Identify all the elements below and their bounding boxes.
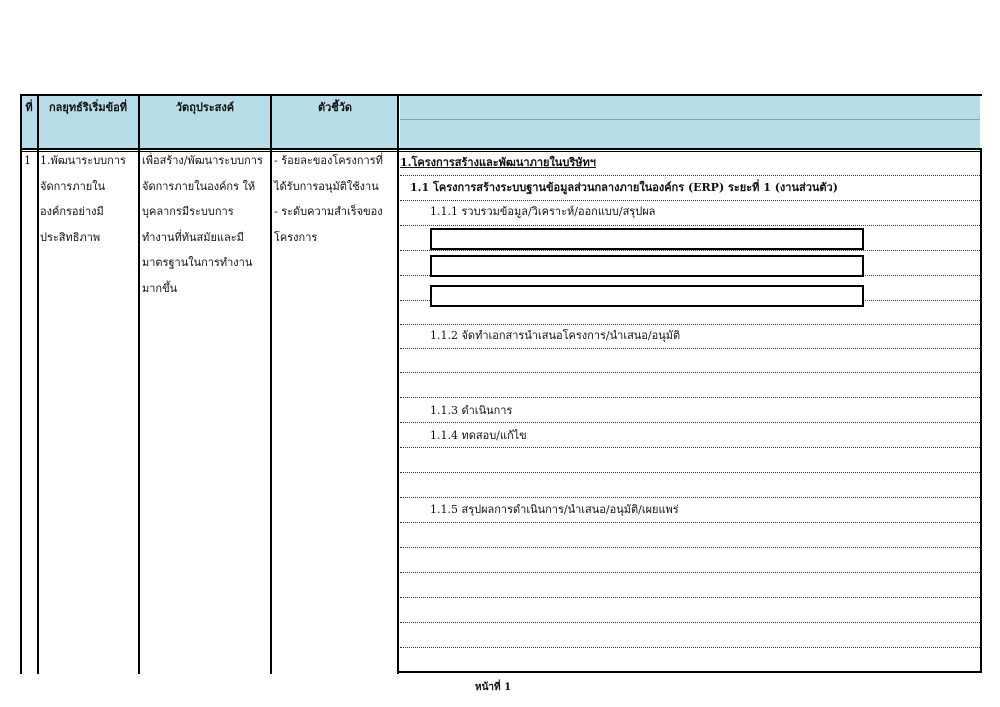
header-indicator: ตัวชี้วัด [317,101,353,114]
row-line [400,497,980,498]
task-1-1-4: 1.1.4 ทดสอบ/แก้ไข [430,429,527,442]
subproject-title: 1.1 โครงการสร้างระบบฐานข้อมูลส่วนกลางภายในองค์กร (ERP) ระยะที่ 1 (งานส่วนตัว) [410,181,838,194]
objective-line: มาตรฐานในการทำงาน [142,256,253,269]
table-top-border [20,94,982,96]
row-line [400,622,980,623]
indicator-line: ได้รับการอนุมัติใช้งาน [274,179,379,193]
row-line [400,175,980,176]
objective-cell [142,148,263,301]
header-no: ที่ [25,101,33,114]
row-line [400,447,980,448]
task-1-1-1: 1.1.1 รวบรวมข้อมูล/วิเคราะห์/ออกแบบ/สรุปผล [430,205,656,218]
indicator-cell [274,148,383,250]
objective-line: บุคลากรมีระบบการ [142,205,234,218]
indicator-line: โครงการ [274,230,318,244]
objective-line: ทำงานที่ทันสมัยและมี [142,230,244,244]
row-line [400,250,980,251]
row-line [400,397,980,398]
row-line [400,647,980,648]
row-number: 1 [24,154,31,167]
redacted-box [430,228,864,250]
row-line [400,348,980,349]
row-line [400,522,980,523]
strategy-line: องค์กรอย่างมี [40,205,104,218]
col-border-objective [270,94,272,674]
col-border-right [980,150,982,673]
row-line [400,372,980,373]
indicator-line: - ระดับความสำเร็จของ [274,205,383,218]
header-right-divider [400,119,980,120]
page-number: หน้าที่ 1 [475,682,512,693]
objective-line: มากขึ้น [142,281,178,295]
redacted-box [430,255,864,277]
row-line [400,472,980,473]
strategy-line: จัดการภายใน [40,179,106,193]
redacted-box [430,285,864,307]
col-border-no [37,94,39,674]
strategy-line: ประสิทธิภาพ [40,230,101,244]
row-line [400,597,980,598]
task-1-1-3: 1.1.3 ดำเนินการ [430,404,513,417]
row-line [400,422,980,423]
table-bottom-border [398,671,982,673]
row-line [400,324,980,325]
header-band-right [400,96,980,150]
task-1-1-5: 1.1.5 สรุปผลการดำเนินการ/นำเสนอ/อนุมัติ/เผยแพร่ [430,503,679,516]
header-strategy: กลยุทธ์ริเริ่มข้อที่ [48,101,127,114]
row-line [400,225,980,226]
row-line [400,547,980,548]
project-title: 1.โครงการสร้างและพัฒนาภายในบริษัทฯ [400,156,596,169]
row-line [400,200,980,201]
row-line [400,572,980,573]
header-objective: วัตถุประสงค์ [175,101,235,114]
col-border-strategy [138,94,140,674]
strategy-cell [40,148,126,250]
objective-line: จัดการภายในองค์กร ให้ [142,179,256,193]
indicator-line: - ร้อยละของโครงการที่ [274,154,383,167]
task-1-1-2: 1.1.2 จัดทำเอกสารนำเสนอโครงการ/นำเสนอ/อนุมัติ [430,329,681,342]
col-border-left [20,94,22,674]
col-border-indicator [397,94,399,674]
strategy-line: 1.พัฒนาระบบการ [40,154,126,167]
objective-line: เพื่อสร้าง/พัฒนาระบบการ [142,154,263,167]
